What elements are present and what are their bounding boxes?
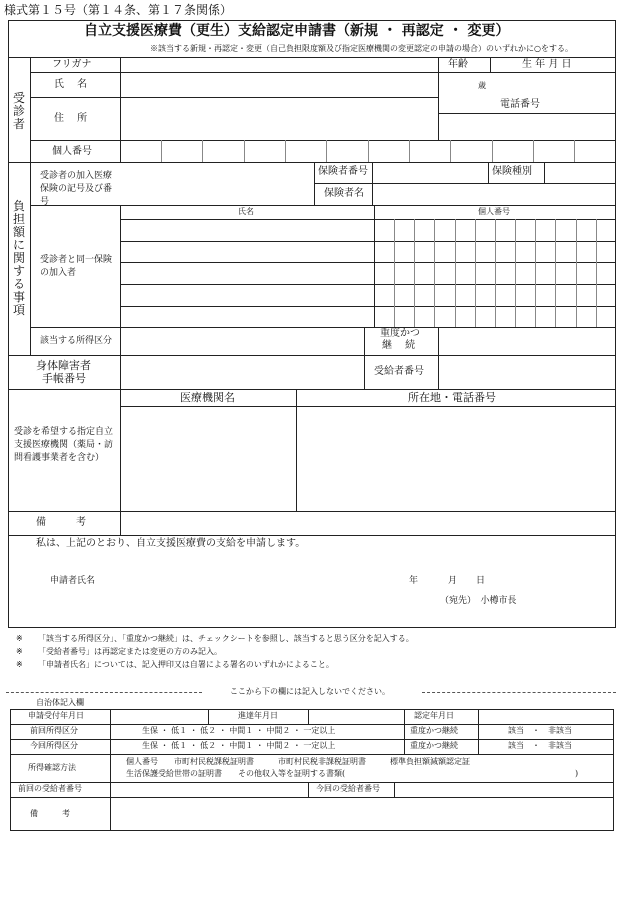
same-insurance-label: 受診者と同一保険の加入者 xyxy=(40,255,113,278)
note-2-mark: ※ xyxy=(16,647,23,656)
received-date-label: 申請受付年月日 xyxy=(28,711,84,720)
patient-side-label: 受診者 xyxy=(12,91,25,131)
note-2: 「受給者番号」は再認定または変更の方のみ記入。 xyxy=(38,647,222,656)
date-day: 日 xyxy=(476,576,486,586)
curr-recipient-label: 今回の受給者番号 xyxy=(316,784,380,793)
insurer-number-label: 保険者番号 xyxy=(318,166,368,177)
insurer-name-label: 保険者名 xyxy=(324,188,364,199)
severe-continuous-line2: 継 続 xyxy=(382,340,416,351)
note-3-mark: ※ xyxy=(16,660,23,669)
income-check-label: 所得確認方法 xyxy=(28,763,76,772)
form-number: 様式第１５号（第１４条、第１７条関係） xyxy=(4,3,233,17)
curr-income-label: 今回所得区分 xyxy=(30,741,78,750)
cut-line-left xyxy=(6,692,202,693)
members-col-name: 氏名 xyxy=(238,207,254,216)
prev-applicable[interactable]: 該当 ・ 非該当 xyxy=(508,726,572,735)
age-unit: 歳 xyxy=(478,81,486,90)
sent-date-label: 進達年月日 xyxy=(238,711,278,720)
prev-severe-label: 重度かつ継続 xyxy=(410,726,458,735)
curr-severe-label: 重度かつ継続 xyxy=(410,741,458,750)
income-class-label: 該当する所得区分 xyxy=(40,336,113,346)
income-check-line1[interactable]: 個人番号 市町村民税課税証明書 市町村民税非課税証明書 標準負担額減額認定証 xyxy=(126,757,470,766)
office-section-title: 自治体記入欄 xyxy=(36,698,84,707)
declaration-text: 私は、上記のとおり、自立支援医療費の支給を申請します。 xyxy=(36,538,306,549)
disability-card-label-line1: 身体障害者 xyxy=(36,359,91,372)
note-1: 「該当する所得区分」、「重度かつ継続」は、チェックシートを参照し、該当すると思う区分を記入する。 xyxy=(38,634,414,643)
age-label: 年齢 xyxy=(448,59,468,70)
burden-side-label: 負担額に関する事項 xyxy=(12,199,25,317)
my-number-boxes[interactable] xyxy=(120,140,616,162)
disability-card-label-line2: 手帳番号 xyxy=(42,372,86,385)
my-number-label: 個人番号 xyxy=(52,146,92,157)
birthdate-label: 生 年 月 日 xyxy=(522,59,572,70)
curr-applicable[interactable]: 該当 ・ 非該当 xyxy=(508,741,572,750)
date-year: 年 xyxy=(409,576,419,586)
office-remarks-label: 備 考 xyxy=(30,809,70,818)
facility-col-name: 医療機関名 xyxy=(180,391,235,404)
remarks-label: 備 考 xyxy=(36,517,86,528)
note-3: 「申請者氏名」については、記入押印又は自署による署名のいずれかによること。 xyxy=(38,660,334,669)
facility-col-address: 所在地・電話番号 xyxy=(408,391,496,404)
recipient-number-label: 受給者番号 xyxy=(374,366,424,377)
insurance-type-label: 保険種別 xyxy=(492,166,532,177)
severe-continuous-line1: 重度かつ xyxy=(380,328,420,339)
cut-line-text: ここから下の欄には記入しないでください。 xyxy=(230,687,390,696)
title-note: ※該当する新規・再認定・変更（自己負担限度額及び指定医療機関の変更認定の申請の場合）のいずれかに○をする。 xyxy=(150,44,573,53)
applicant-name-label: 申請者氏名 xyxy=(50,576,96,586)
note-1-mark: ※ xyxy=(16,634,23,643)
form-title: 自立支援医療費（更生）支給認定申請書（新規 ・ 再認定 ・ 変更） xyxy=(84,23,510,39)
facility-label: 受診を希望する指定自立支援医療機関（薬局・訪問看護事業者を含む） xyxy=(14,427,114,463)
prev-income-label: 前回所得区分 xyxy=(30,726,78,735)
members-number-boxes[interactable] xyxy=(374,219,616,327)
cut-line-right xyxy=(422,692,616,693)
certified-date-label: 認定年月日 xyxy=(414,711,454,720)
prev-recipient-label: 前回の受給者番号 xyxy=(18,784,82,793)
members-col-my-number: 個人番号 xyxy=(478,207,510,216)
income-check-line2[interactable]: 生活保護受給世帯の証明書 その他収入等を証明する書類( xyxy=(126,769,346,778)
curr-income-options[interactable]: 生保 ・ 低１ ・ 低２ ・ 中間１ ・ 中間２ ・ 一定以上 xyxy=(142,741,336,750)
income-check-close: ) xyxy=(575,769,579,778)
furigana-label: フリガナ xyxy=(52,59,92,70)
addressee: （宛先） 小樽市長 xyxy=(440,596,517,606)
prev-income-options[interactable]: 生保 ・ 低１ ・ 低２ ・ 中間１ ・ 中間２ ・ 一定以上 xyxy=(142,726,336,735)
name-label: 氏 名 xyxy=(54,79,88,90)
phone-label: 電話番号 xyxy=(500,99,540,110)
date-month: 月 xyxy=(448,576,458,586)
insurance-symbol-label: 受診者の加入医療保険の記号及び番号 xyxy=(40,171,113,207)
address-label: 住 所 xyxy=(54,113,88,124)
